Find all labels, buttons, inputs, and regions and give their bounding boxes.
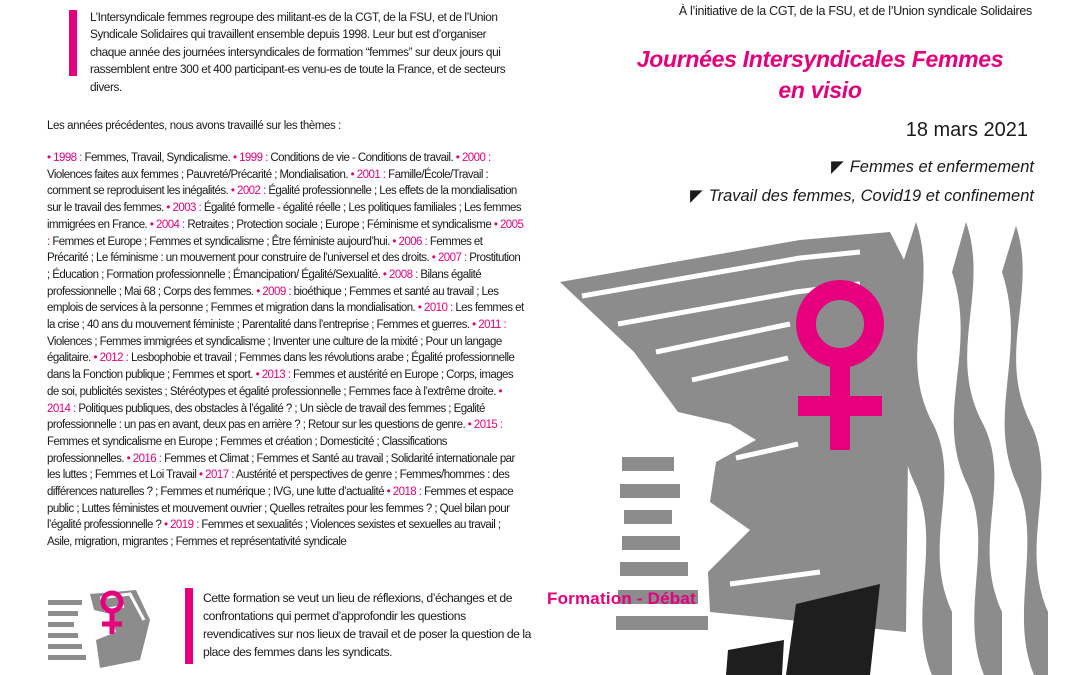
theme-bullet: • [90, 352, 100, 365]
wave-group [900, 222, 1048, 675]
theme-bullet: • [161, 519, 171, 532]
theme-year: 2011 : [478, 319, 507, 332]
event-date: 18 mars 2021 [905, 119, 1028, 141]
theme-text: Femmes et Europe ; Femmes et syndicalisme ; Être féministe aujourd’hui. [52, 235, 390, 248]
theme-year: 2019 : [170, 519, 199, 532]
theme-year: 2004 : [156, 218, 185, 231]
theme-bullet: • [196, 469, 206, 482]
theme-year: 2018 : [392, 486, 422, 499]
theme-year: 2013 : [261, 369, 291, 382]
theme-bullet: • [495, 385, 502, 398]
theme-year: 2000 : [461, 152, 491, 164]
theme-bullet: • [469, 319, 479, 332]
formation-debat-label: Formation - Débat [547, 589, 696, 608]
theme-text: Violences ; Femmes immigrées et syndicalisme ; Inventer une culture de la mixité ; Pour un langage égalitaire. [47, 335, 502, 365]
theme-text: Famille/École/Travail : comment se reproduisent les inégalités. [47, 168, 489, 198]
theme-year: 2009 : [262, 285, 292, 298]
theme-text: Bilans égalité professionnelle ; Mai 68 ; Corps des femmes. [47, 268, 482, 298]
theme-bullet: • [253, 285, 263, 298]
theme-year: 2015 : [473, 419, 503, 432]
theme-year: 2016 : [132, 452, 162, 465]
theme-year: 2014 : [47, 402, 76, 415]
initiative-line: À l’initiative de la CGT, de la FSU, et de l’Union syndicale Solidaires [678, 4, 1032, 18]
theme-bullet: • [389, 235, 399, 248]
theme-year: 2017 : [205, 469, 234, 482]
theme-year: 2001 : [356, 168, 386, 181]
topic-1 [831, 157, 1034, 177]
theme-year: 2005 : [47, 218, 524, 248]
theme-bullet: • [252, 369, 262, 382]
triangle-icon: ◤ [830, 158, 844, 176]
theme-text: Femmes et espace public ; Luttes féministes et mouvement ouvrier ; Quelles retraites pour les femmes ? ; Quel bilan pour l’égalité professionnelle ? [47, 486, 514, 532]
topic-1-label: Femmes et enfermement [849, 158, 1034, 176]
theme-text: Prostitution ; Éducation ; Formation professionnelle ; Émancipation/ Égalité/Sexualité. [47, 252, 521, 281]
theme-bullet: • [47, 152, 54, 164]
mini-logo-illustration [40, 580, 160, 670]
theme-text: Égalité formelle - égalité réelle ; Les politiques familiales ; Les femmes immigrées en France. [47, 202, 522, 231]
themes-list [47, 150, 525, 551]
theme-year: 1998 : [53, 152, 82, 164]
theme-bullet: • [348, 168, 357, 181]
title-line-2: en visio [778, 77, 862, 103]
theme-bullet: • [380, 268, 390, 281]
theme-year: 2007 : [437, 252, 467, 265]
theme-text: Les femmes et la crise ; 40 ans du mouvement féministe ; Parentalité dans l’entreprise ; Femmes et guerres. [47, 302, 524, 332]
theme-bullet: • [491, 218, 500, 231]
theme-text: Femmes, Travail, Syndicalisme. [84, 152, 231, 164]
theme-text: Femmes et Climat ; Femmes et Santé au travail ; Solidarité internationale par les luttes ; Femmes et Loi Travail [47, 452, 515, 482]
theme-text: Femmes et sexualités ; Violences sexistes et sexuelles au travail ; Asile, migration, migrantes ; Femmes et représentativité syndicale [47, 519, 501, 549]
theme-text: Austérité et perspectives de genre ; Femmes/hommes : des différences naturelles ? ; Femmes et numérique ; IVG, une lutte d’actualité [47, 469, 510, 499]
theme-year: 2002 : [236, 185, 266, 198]
theme-bullet: • [230, 152, 240, 164]
theme-year: 2003 : [172, 202, 202, 215]
theme-year: 2010 : [423, 302, 453, 315]
intro-accent-bar [69, 10, 77, 76]
theme-bullet: • [228, 185, 237, 198]
theme-bullet: • [465, 419, 474, 432]
page-title [560, 44, 1080, 106]
theme-year: 2008 : [389, 268, 418, 281]
theme-year: 2006 : [398, 235, 428, 248]
outro-paragraph: Cette formation se veut un lieu de réflexions, d’échanges et de confrontations qui permet d’approfondir les questions revendicatives sur nos lieux de travail et de poser la question de la place des femmes dans les syndicats. [203, 591, 532, 659]
theme-bullet: • [415, 302, 424, 315]
theme-text: Égalité professionnelle ; Les effets de la mondialisation sur le travail des femmes. [47, 185, 517, 215]
theme-text: Femmes et austérité en Europe ; Corps, images de soi, publicités sexistes ; Stéréotypes et égalité professionnelle ; Femmes face à l’extrême droite. [47, 369, 514, 398]
theme-bullet: • [163, 202, 173, 215]
theme-text: Femmes et syndicalisme en Europe ; Femmes et création ; Domesticité ; Classifications professionnelles. [47, 435, 447, 465]
themes-heading: Les années précédentes, nous avons travaillé sur les thèmes : [47, 120, 341, 132]
theme-bullet: • [123, 452, 133, 465]
theme-text: Retraites ; Protection sociale ; Europe ; Féminisme et syndicalisme [187, 218, 492, 231]
theme-bullet: • [429, 252, 438, 265]
triangle-icon: ◤ [690, 187, 703, 205]
topic-2-label: Travail des femmes, Covid19 et confinement [708, 187, 1034, 205]
theme-text: Violences faites aux femmes ; Pauvreté/Précarité ; Mondialisation. [47, 168, 348, 181]
theme-year: 2012 : [99, 352, 129, 365]
intro-paragraph: L’Intersyndicale femmes regroupe des militant-es de la CGT, de la FSU, et de l’Union Syndicale Solidaires qui travaillent ensemble depuis 1998. Leur but est d’organiser chaque année des journées intersyndicales de formation “femmes” sur deux jours qui rassemblent entre 300 et 400 participant-es venu-es de toute la France, et de secteurs divers. [90, 10, 506, 94]
topic-2 [690, 186, 1034, 206]
theme-year: 1999 : [239, 152, 268, 164]
theme-bullet: • [147, 218, 156, 231]
theme-text: Femmes et Précarité ; Le féminisme : un mouvement pour construire de l’universel et des droits. [47, 235, 483, 265]
theme-text: Politiques publiques, des obstacles à l’égalité ? ; Un siècle de travail des femmes ; Egalité professionnelle : un pas en avant, deux pas en arrière ? ; Retour sur les questions de genre. [47, 402, 485, 432]
theme-text: Conditions de vie - Conditions de travail. [270, 152, 454, 164]
theme-text: bioéthique ; Femmes et santé au travail ; Les emplois de services à la personne ; Femmes et migration dans la mondialisation. [47, 285, 499, 315]
theme-bullet: • [383, 486, 393, 499]
outro-accent-bar [185, 588, 193, 664]
title-line-1: Journées Intersyndicales Femmes [636, 46, 1004, 72]
theme-text: Lesbophobie et travail ; Femmes dans les révolutions arabe ; Égalité professionnelle dans la Fonction publique ; Femmes et sport. [47, 352, 515, 382]
theme-bullet: • [453, 152, 462, 164]
